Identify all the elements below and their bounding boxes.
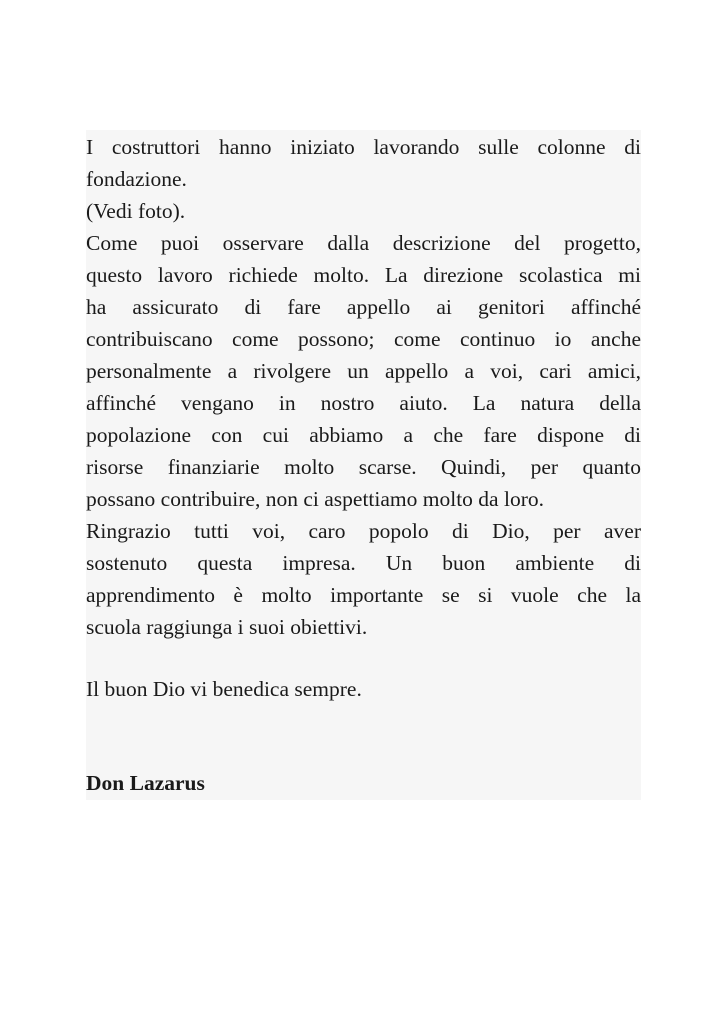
paragraph-line: affinché vengano in nostro aiuto. La natura della (86, 391, 641, 415)
letter-body (86, 131, 641, 799)
signature: Don Lazarus (86, 771, 205, 795)
paragraph-line: questo lavoro richiede molto. La direzione scolastica mi (86, 263, 641, 287)
paragraph-line: fondazione. (86, 167, 187, 191)
paragraph-line: ha assicurato di fare appello ai genitori affinché (86, 295, 641, 319)
signature-spacer (86, 705, 641, 767)
paragraph-line: Ringrazio tutti voi, caro popolo di Dio, per aver (86, 519, 641, 543)
paragraph-line: personalmente a rivolgere un appello a voi, cari amici, (86, 359, 641, 383)
paragraph-line: scuola raggiunga i suoi obiettivi. (86, 615, 368, 639)
paragraph-line: I costruttori hanno iniziato lavorando sulle colonne di (86, 135, 641, 159)
paragraph-line: contribuiscano come possono; come continuo io anche (86, 327, 641, 351)
paragraph-line: Come puoi osservare dalla descrizione del progetto, (86, 231, 641, 255)
paragraph-line: risorse finanziarie molto scarse. Quindi, per quanto (86, 455, 641, 479)
paragraph-line: (Vedi foto). (86, 199, 186, 223)
blessing-line: Il buon Dio vi benedica sempre. (86, 677, 362, 701)
paragraph-line: apprendimento è molto importante se si vuole che la (86, 583, 641, 607)
paragraph-line: possano contribuire, non ci aspettiamo molto da loro. (86, 487, 544, 511)
paragraph-spacer (86, 643, 641, 673)
paragraph-line: popolazione con cui abbiamo a che fare dispone di (86, 423, 641, 447)
paragraph-line: sostenuto questa impresa. Un buon ambiente di (86, 551, 641, 575)
